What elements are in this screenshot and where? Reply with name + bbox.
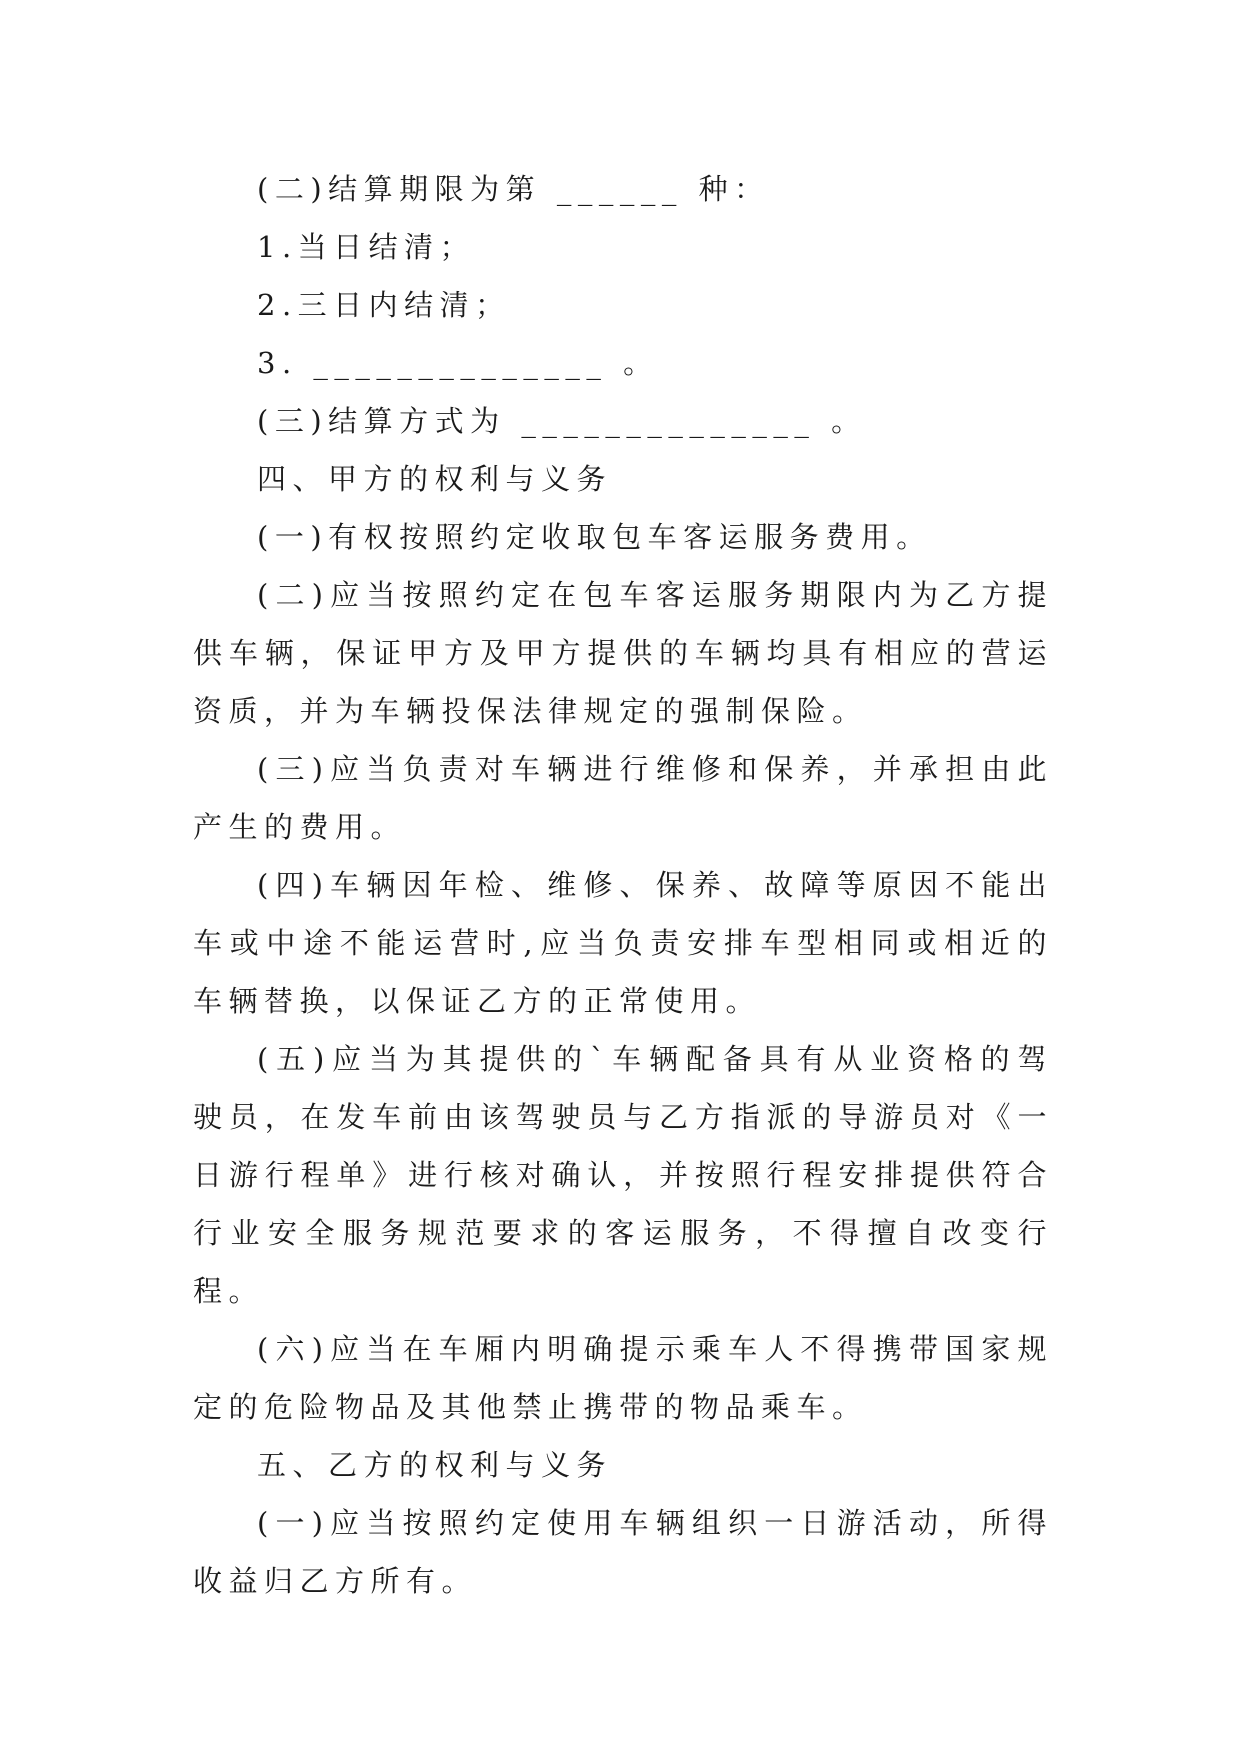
- option-same-day: 1.当日结清；: [257, 230, 476, 264]
- clause-settlement-period: (二)结算期限为第 ______ 种：: [257, 172, 770, 206]
- clause-settlement-method: (三)结算方式为 ______________ 。: [257, 404, 867, 438]
- party-a-clause-6: (六)应当在车厢内明确提示乘车人不得携带国家规定的危险物品及其他禁止携带的物品乘车。: [193, 1332, 1053, 1424]
- option-three-days: 2.三日内结清；: [257, 288, 511, 322]
- party-a-clause-3: (三)应当负责对车辆进行维修和保养，并承担由此产生的费用。: [193, 752, 1053, 844]
- party-a-clause-2: (二)应当按照约定在包车客运服务期限内为乙方提供车辆，保证甲方及甲方提供的车辆均具有相应的营运资质，并为车辆投保法律规定的强制保险。: [193, 578, 1053, 728]
- section-heading-party-b: 五、乙方的权利与义务: [257, 1448, 613, 1482]
- section-heading-party-a: 四、甲方的权利与义务: [257, 462, 613, 496]
- party-b-clause-1: (一)应当按照约定使用车辆组织一日游活动，所得收益归乙方所有。: [193, 1506, 1053, 1598]
- party-a-clause-5: (五)应当为其提供的`车辆配备具有从业资格的驾驶员，在发车前由该驾驶员与乙方指派的导游员对《一日游行程单》进行核对确认，并按照行程安排提供符合行业安全服务规范要求的客运服务，不得擅自改变行程。: [193, 1042, 1053, 1308]
- party-a-clause-1: (一)有权按照约定收取包车客运服务费用。: [257, 520, 932, 554]
- option-other: 3. ______________ 。: [257, 346, 659, 380]
- contract-body: [193, 160, 1053, 1610]
- party-a-clause-4: (四)车辆因年检、维修、保养、故障等原因不能出车或中途不能运营时,应当负责安排车型相同或相近的车辆替换，以保证乙方的正常使用。: [193, 868, 1053, 1018]
